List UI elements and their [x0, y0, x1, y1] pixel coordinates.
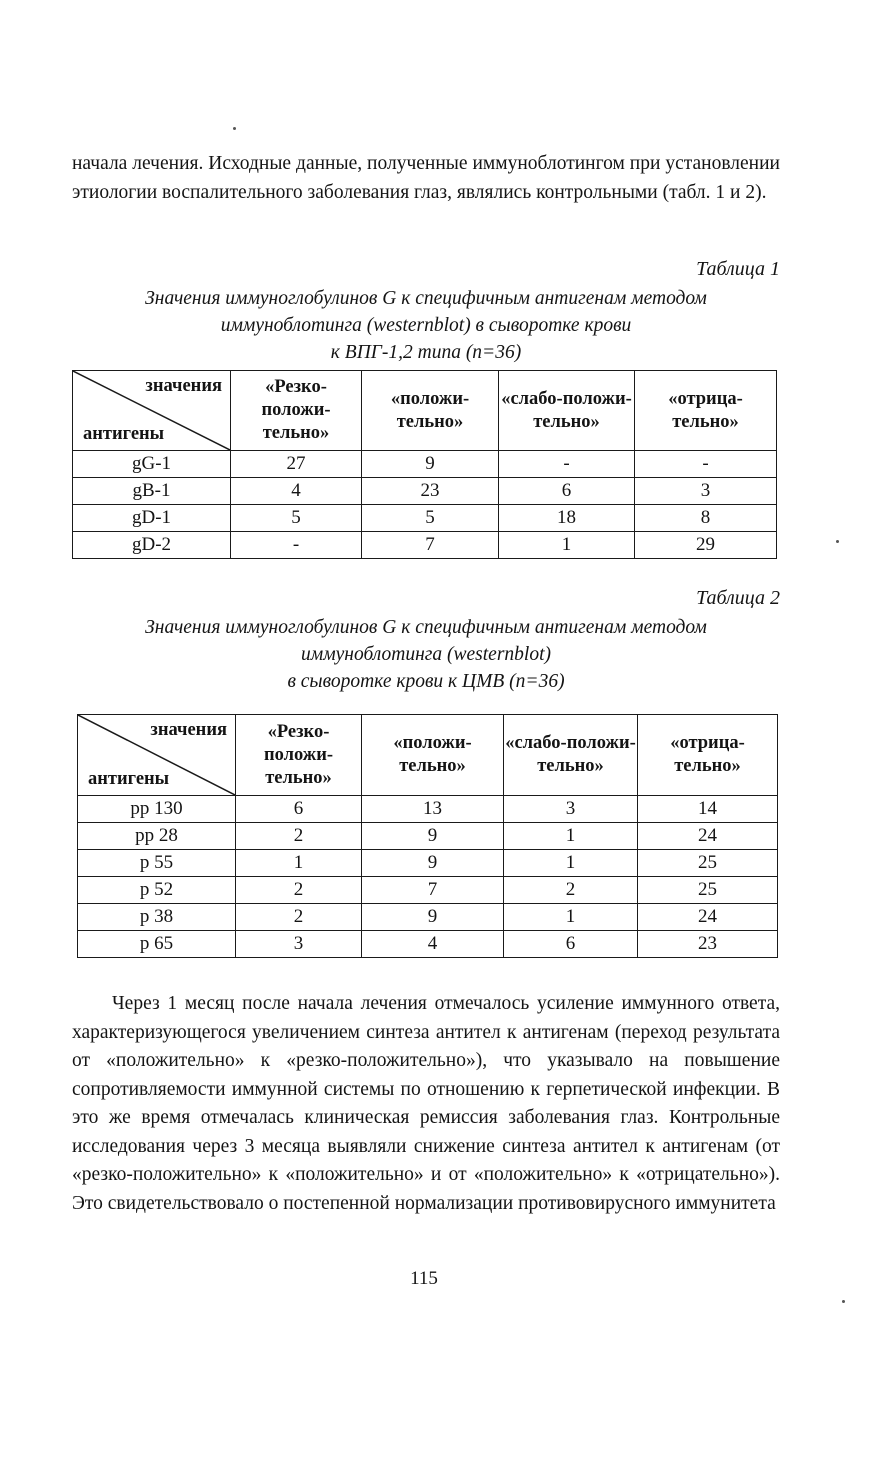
column-header: «положи-тельно» [362, 371, 499, 451]
antigen-cell: p 38 [78, 904, 236, 931]
value-cell: - [635, 451, 777, 478]
value-cell: 25 [638, 850, 778, 877]
value-cell: 9 [362, 904, 504, 931]
value-cell: 3 [504, 796, 638, 823]
table1-title-line: Значения иммуноглобулинов G к специфичным антигенам методом [145, 288, 707, 309]
table1-title-line: к ВПГ-1,2 типа (n=36) [330, 342, 522, 363]
table-row [78, 904, 778, 931]
corner-label-antigens: антигены [83, 424, 165, 444]
table1-title [72, 285, 780, 366]
scan-speck [842, 1300, 845, 1303]
table-row [78, 796, 778, 823]
value-cell: 25 [638, 877, 778, 904]
value-cell: 27 [231, 451, 362, 478]
value-cell: 2 [236, 877, 362, 904]
antigen-cell: gD-2 [73, 532, 231, 559]
value-cell: 9 [362, 451, 499, 478]
column-header: «Резко-положи-тельно» [236, 715, 362, 796]
column-header: «слабо-положи-тельно» [499, 371, 635, 451]
scan-speck [233, 127, 236, 130]
body-paragraph: Через 1 месяц после начала лечения отмечалось усиление иммунного ответа, характеризующегося увеличением синтеза антител к антигенам (переход результата от «положительно» к «резко-положительно»), что указывало на повышение сопротивляемости иммунной системы по отношению к герпетической инфекции. В это же время отмечалась клиническая ремиссия заболевания глаз. Контрольные исследования через 3 месяца выявляли снижение синтеза антител к антигенам (от «резко-положительно» к «положительно» и от «положительно» к «отрицательно»). Это свидетельствовало о постепенной нормализации противовирусного иммунитета [72, 993, 780, 1214]
column-header: «отрица-тельно» [635, 371, 777, 451]
table-row [73, 478, 777, 505]
antigen-cell: gB-1 [73, 478, 231, 505]
table-row [78, 850, 778, 877]
value-cell: 3 [635, 478, 777, 505]
table2-title-line: иммуноблотинга (westernblot) [301, 644, 551, 665]
value-cell: 6 [236, 796, 362, 823]
table1-title-line: иммуноблотинга (westernblot) в сыворотке крови [220, 315, 632, 336]
table1-label: Таблица 1 [696, 258, 780, 280]
table2-corner-header [78, 715, 236, 796]
value-cell: 2 [236, 823, 362, 850]
value-cell: 6 [499, 478, 635, 505]
value-cell: 1 [504, 850, 638, 877]
value-cell: 3 [236, 931, 362, 958]
value-cell: 8 [635, 505, 777, 532]
antigen-cell: pp 130 [78, 796, 236, 823]
value-cell: 1 [504, 823, 638, 850]
value-cell: 1 [499, 532, 635, 559]
table-row [78, 877, 778, 904]
table-row [73, 451, 777, 478]
value-cell: 14 [638, 796, 778, 823]
value-cell: 2 [504, 877, 638, 904]
value-cell: 24 [638, 904, 778, 931]
column-header: «слабо-положи-тельно» [504, 715, 638, 796]
value-cell: 9 [362, 823, 504, 850]
page-number: 115 [410, 1268, 438, 1289]
antigen-cell: p 65 [78, 931, 236, 958]
intro-paragraph: начала лечения. Исходные данные, полученные иммуноблотингом при установлении этиологии воспалительного заболевания глаз, являлись контрольными (табл. 1 и 2). [72, 153, 780, 203]
column-header: «отрица-тельно» [638, 715, 778, 796]
column-header: «положи-тельно» [362, 715, 504, 796]
value-cell: 29 [635, 532, 777, 559]
corner-label-values: значения [145, 376, 222, 396]
value-cell: 13 [362, 796, 504, 823]
table2-title-line: в сыворотке крови к ЦМВ (n=36) [287, 671, 565, 692]
value-cell: 9 [362, 850, 504, 877]
corner-label-values: значения [150, 720, 227, 740]
table2-title-line: Значения иммуноглобулинов G к специфичным антигенам методом [145, 617, 707, 638]
table-row [73, 532, 777, 559]
value-cell: - [231, 532, 362, 559]
scan-speck [836, 540, 839, 543]
value-cell: - [499, 451, 635, 478]
value-cell: 5 [231, 505, 362, 532]
value-cell: 18 [499, 505, 635, 532]
table-row [78, 823, 778, 850]
value-cell: 24 [638, 823, 778, 850]
value-cell: 23 [362, 478, 499, 505]
value-cell: 23 [638, 931, 778, 958]
value-cell: 4 [231, 478, 362, 505]
table-row [73, 505, 777, 532]
corner-label-antigens: антигены [88, 769, 170, 789]
value-cell: 7 [362, 532, 499, 559]
antigen-cell: gD-1 [73, 505, 231, 532]
table2-title [72, 614, 780, 695]
value-cell: 5 [362, 505, 499, 532]
value-cell: 7 [362, 877, 504, 904]
table1 [72, 370, 777, 559]
value-cell: 1 [236, 850, 362, 877]
value-cell: 4 [362, 931, 504, 958]
value-cell: 2 [236, 904, 362, 931]
table-row [78, 931, 778, 958]
antigen-cell: pp 28 [78, 823, 236, 850]
table2-label: Таблица 2 [696, 587, 780, 609]
antigen-cell: p 52 [78, 877, 236, 904]
antigen-cell: p 55 [78, 850, 236, 877]
antigen-cell: gG-1 [73, 451, 231, 478]
value-cell: 6 [504, 931, 638, 958]
table1-corner-header [73, 371, 231, 451]
table2 [77, 714, 778, 958]
column-header: «Резко-положи-тельно» [231, 371, 362, 451]
value-cell: 1 [504, 904, 638, 931]
